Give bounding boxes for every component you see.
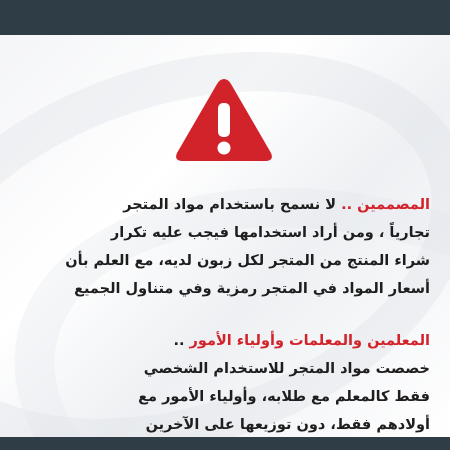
warning-triangle-icon xyxy=(172,73,276,167)
notice-card xyxy=(0,35,450,437)
teachers-heading: المعلمين والمعلمات وأولياء الأمور xyxy=(189,333,430,349)
notice-line xyxy=(18,191,430,219)
designers-notice xyxy=(18,191,430,303)
notice-line: خصصت مواد المتجر للاستخدام الشخصي xyxy=(143,361,430,377)
notice-line: أولادهم فقط، دون توزيعها على الآخرين xyxy=(145,417,430,433)
notice-line: فقط كالمعلم مع طلابه، وأولياء الأمور مع xyxy=(138,389,430,405)
notice-line: شراء المنتج من المتجر لكل زبون لديه، مع العلم بأن xyxy=(65,253,430,269)
notice-text: .. xyxy=(173,333,190,349)
notice-line: تجارياً ، ومن أراد استخدامها فيجب عليه تكرار xyxy=(110,225,430,241)
designers-heading: المصممين .. xyxy=(341,197,430,213)
teachers-notice xyxy=(18,327,430,437)
notice-line xyxy=(18,327,430,355)
notice-text: لا نسمح باستخدام مواد المتجر xyxy=(123,197,342,213)
notice-line: أسعار المواد في المتجر رمزية وفي متناول الجميع xyxy=(74,281,430,297)
